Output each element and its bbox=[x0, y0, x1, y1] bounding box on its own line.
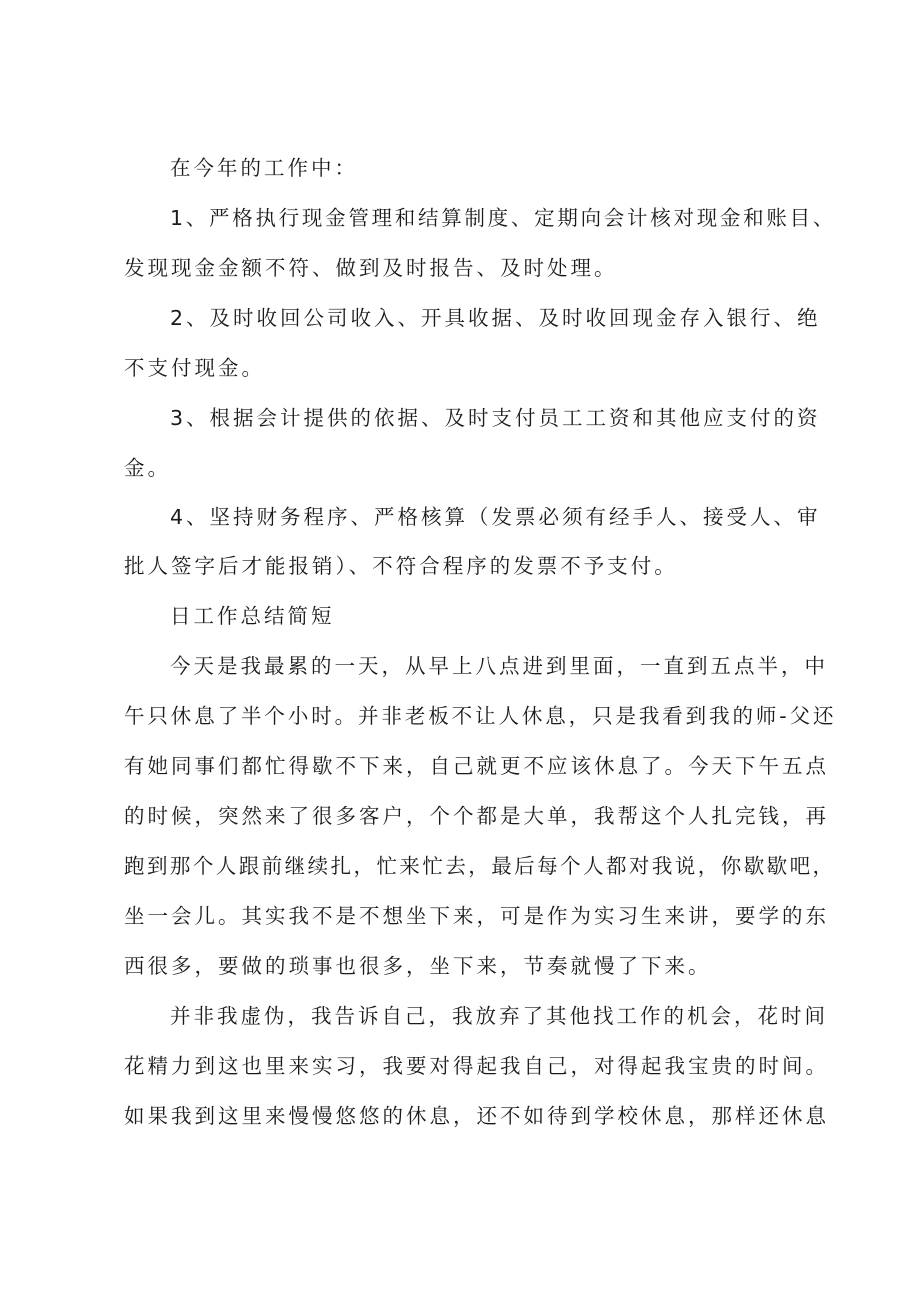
p1-line3: 有她同事们都忙得歇不下来，自己就更不应该休息了。今天下午五点 bbox=[124, 754, 829, 778]
section-title: 日工作总结简短 bbox=[170, 604, 335, 628]
document-page bbox=[124, 0, 836, 1301]
p1-line1: 今天是我最累的一天，从早上八点进到里面，一直到五点半，中 bbox=[170, 654, 828, 678]
p1-line4: 的时候，突然来了很多客户，个个都是大单，我帮这个人扎完钱，再 bbox=[124, 804, 829, 828]
p1-line6: 坐一会儿。其实我不是不想坐下来，可是作为实习生来讲，要学的东 bbox=[124, 904, 829, 928]
intro-line: 在今年的工作中： bbox=[170, 156, 358, 180]
item3-line1: 3、根据会计提供的依据、及时支付员工工资和其他应支付的资 bbox=[170, 406, 821, 430]
p2-line1: 并非我虚伪，我告诉自己，我放弃了其他找工作的机会，花时间 bbox=[170, 1004, 828, 1028]
item2-line2: 不支付现金。 bbox=[124, 356, 265, 380]
p1-line7: 西很多，要做的琐事也很多，坐下来，节奏就慢了下来。 bbox=[124, 954, 712, 978]
p2-line2: 花精力到这也里来实习，我要对得起我自己，对得起我宝贵的时间。 bbox=[124, 1054, 829, 1078]
item1-line1: 1、严格执行现金管理和结算制度、定期向会计核对现金和账目、 bbox=[170, 206, 837, 230]
item2-line1: 2、及时收回公司收入、开具收据、及时收回现金存入银行、绝 bbox=[170, 306, 821, 330]
p1-line5: 跑到那个人跟前继续扎，忙来忙去，最后每个人都对我说，你歇歇吧， bbox=[124, 854, 836, 878]
item3-line2: 金。 bbox=[124, 456, 171, 480]
item4-line2: 批人签字后才能报销）、不符合程序的发票不予支付。 bbox=[124, 554, 678, 578]
item4-line1: 4、坚持财务程序、严格核算（发票必须有经手人、接受人、审 bbox=[170, 505, 821, 529]
p1-line2: 午只休息了半个小时。并非老板不让人休息，只是我看到我的师-父还 bbox=[124, 704, 837, 728]
p2-line3: 如果我到这里来慢慢悠悠的休息，还不如待到学校休息，那样还休息 bbox=[124, 1104, 829, 1128]
item1-line2: 发现现金金额不符、做到及时报告、及时处理。 bbox=[124, 256, 618, 280]
